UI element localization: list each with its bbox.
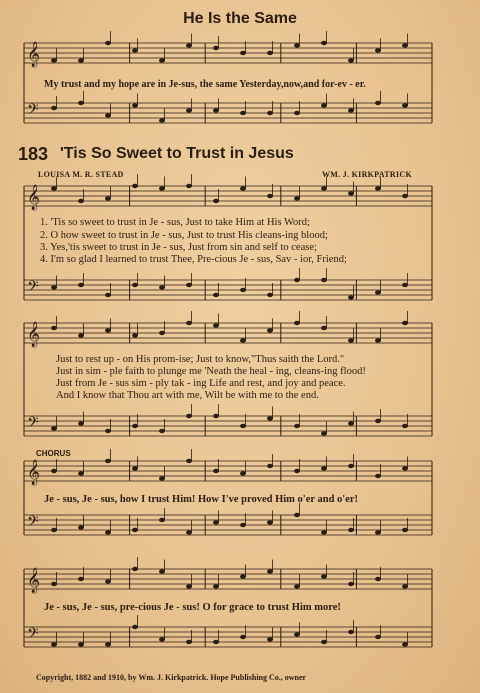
note-head <box>240 111 246 115</box>
note-head <box>240 186 246 190</box>
verse-line: 2. O how sweet to trust in Je - sus, Just to trust His cleans-ing blood; <box>40 230 328 241</box>
note-head <box>186 108 192 112</box>
bass-clef-icon: 𝄢 <box>27 513 39 534</box>
note-head <box>105 530 111 534</box>
treble-clef-icon: 𝄞 <box>27 460 41 485</box>
composer-credit: WM. J. KIRKPATRICK <box>322 170 412 179</box>
note-head <box>375 186 381 190</box>
note-head <box>78 58 84 62</box>
note-head <box>375 101 381 105</box>
note-head <box>402 424 408 428</box>
treble-staff <box>24 43 432 63</box>
note-head <box>375 474 381 478</box>
hymn-title-he-is-the-same: He Is the Same <box>183 10 297 27</box>
note-head <box>105 429 111 433</box>
note-head <box>78 199 84 203</box>
note-head <box>186 640 192 644</box>
note-head <box>240 51 246 55</box>
note-head <box>375 338 381 342</box>
note-head <box>240 574 246 578</box>
note-head <box>348 528 354 532</box>
treble-staff <box>24 186 432 206</box>
note-head <box>105 113 111 117</box>
note-head <box>402 103 408 107</box>
note-head <box>375 635 381 639</box>
note-head <box>132 424 138 428</box>
note-head <box>51 469 57 473</box>
note-head <box>159 331 165 335</box>
chorus-label: CHORUS <box>36 449 71 458</box>
note-head <box>240 424 246 428</box>
note-head <box>159 118 165 122</box>
note-head <box>159 186 165 190</box>
note-head <box>321 431 327 435</box>
note-head <box>213 46 219 50</box>
note-head <box>348 464 354 468</box>
note-head <box>240 288 246 292</box>
note-head <box>78 333 84 337</box>
treble-staff <box>24 569 432 589</box>
note-head <box>294 632 300 636</box>
note-head <box>105 459 111 463</box>
copyright-notice: Copyright, 1882 and 1910, by Wm. J. Kirkpatrick. Hope Publishing Co., owner <box>36 673 307 682</box>
note-head <box>51 582 57 586</box>
note-head <box>267 51 273 55</box>
note-head <box>105 293 111 297</box>
note-head <box>402 321 408 325</box>
note-head <box>240 635 246 639</box>
note-head <box>132 283 138 287</box>
bass-staff <box>24 515 432 535</box>
note-head <box>105 642 111 646</box>
note-head <box>348 421 354 425</box>
note-head <box>51 642 57 646</box>
note-head <box>348 630 354 634</box>
note-head <box>51 106 57 110</box>
note-head <box>78 577 84 581</box>
note-head <box>51 426 57 430</box>
note-head <box>240 338 246 342</box>
note-head <box>375 577 381 581</box>
note-head <box>321 186 327 190</box>
note-head <box>294 196 300 200</box>
note-head <box>321 640 327 644</box>
verse-line: 4. I'm so glad I learned to trust Thee, Pre-cious Je - sus, Sav - ior, Friend; <box>40 254 347 265</box>
note-head <box>186 321 192 325</box>
note-head <box>267 464 273 468</box>
note-head <box>51 528 57 532</box>
note-head <box>348 108 354 112</box>
note-head <box>375 290 381 294</box>
bass-clef-icon: 𝄢 <box>27 101 39 122</box>
note-head <box>348 191 354 195</box>
note-head <box>159 637 165 641</box>
note-head <box>78 471 84 475</box>
note-head <box>132 528 138 532</box>
note-head <box>186 459 192 463</box>
bass-clef-icon: 𝄢 <box>27 625 39 646</box>
note-head <box>186 184 192 188</box>
note-head <box>213 520 219 524</box>
note-head <box>321 466 327 470</box>
note-head <box>267 637 273 641</box>
treble-clef-icon: 𝄞 <box>27 42 41 67</box>
treble-staff <box>24 323 432 343</box>
note-head <box>267 293 273 297</box>
note-head <box>267 328 273 332</box>
bass-staff <box>24 416 432 436</box>
note-head <box>132 103 138 107</box>
note-head <box>159 285 165 289</box>
verse-line: 3. Yes,'tis sweet to trust in Je - sus, Just from sin and self to cease; <box>40 242 317 253</box>
note-head <box>159 569 165 573</box>
note-head <box>132 567 138 571</box>
note-head <box>105 579 111 583</box>
verse-line: Just in sim - ple faith to plunge me 'Neath the heal - ing, cleans-ing flood! <box>56 366 366 377</box>
note-head <box>159 518 165 522</box>
note-head <box>51 326 57 330</box>
chorus-lyric-line: Je - sus, Je - sus, pre-cious Je - sus! O for grace to trust Him more! <box>44 602 341 613</box>
verse-line: Just from Je - sus sim - ply tak - ing Life and rest, and joy and peace. <box>56 378 346 389</box>
note-head <box>402 194 408 198</box>
note-head <box>375 530 381 534</box>
note-head <box>51 58 57 62</box>
note-head <box>213 584 219 588</box>
note-head <box>240 471 246 475</box>
note-head <box>213 414 219 418</box>
note-head <box>240 523 246 527</box>
note-head <box>213 293 219 297</box>
note-head <box>402 584 408 588</box>
note-head <box>402 642 408 646</box>
note-head <box>159 476 165 480</box>
verse-line: Just to rest up - on His prom-ise; Just to know,"Thus saith the Lord." <box>56 354 345 365</box>
note-head <box>213 469 219 473</box>
note-head <box>375 419 381 423</box>
note-head <box>105 328 111 332</box>
note-head <box>78 421 84 425</box>
note-head <box>132 333 138 337</box>
bass-clef-icon: 𝄢 <box>27 278 39 299</box>
note-head <box>321 278 327 282</box>
bass-clef-icon: 𝄢 <box>27 414 39 435</box>
note-head <box>321 574 327 578</box>
note-head <box>132 466 138 470</box>
note-head <box>375 48 381 52</box>
note-head <box>402 43 408 47</box>
note-head <box>267 416 273 420</box>
verse-line: And I know that Thou art with me, Wilt be with me to the end. <box>56 390 319 401</box>
note-head <box>213 199 219 203</box>
note-head <box>402 283 408 287</box>
lyric-line: My trust and my hope are in Je-sus, the same Yesterday,now,and for-ev - er. <box>44 79 366 90</box>
note-head <box>294 424 300 428</box>
note-head <box>402 528 408 532</box>
note-head <box>294 513 300 517</box>
note-head <box>78 525 84 529</box>
treble-clef-icon: 𝄞 <box>27 185 41 210</box>
note-head <box>78 101 84 105</box>
note-head <box>186 584 192 588</box>
treble-clef-icon: 𝄞 <box>27 568 41 593</box>
bass-staff <box>24 627 432 647</box>
note-head <box>348 582 354 586</box>
note-head <box>132 48 138 52</box>
note-head <box>132 625 138 629</box>
note-head <box>321 103 327 107</box>
note-head <box>294 111 300 115</box>
note-head <box>105 196 111 200</box>
bass-staff <box>24 103 432 123</box>
note-head <box>78 642 84 646</box>
note-head <box>294 43 300 47</box>
verse-line: 1. 'Tis so sweet to trust in Je - sus, Just to take Him at His Word; <box>40 217 310 228</box>
note-head <box>213 640 219 644</box>
note-head <box>51 186 57 190</box>
note-head <box>402 466 408 470</box>
note-head <box>186 530 192 534</box>
treble-clef-icon: 𝄞 <box>27 322 41 347</box>
note-head <box>159 429 165 433</box>
bass-staff <box>24 280 432 300</box>
note-head <box>213 108 219 112</box>
note-head <box>267 194 273 198</box>
note-head <box>186 283 192 287</box>
note-head <box>321 326 327 330</box>
note-head <box>267 569 273 573</box>
note-head <box>267 111 273 115</box>
note-head <box>294 278 300 282</box>
note-head <box>321 41 327 45</box>
note-head <box>213 323 219 327</box>
hymn-title: 'Tis So Sweet to Trust in Jesus <box>60 145 294 162</box>
note-head <box>348 338 354 342</box>
note-head <box>294 469 300 473</box>
note-head <box>321 530 327 534</box>
note-head <box>267 520 273 524</box>
note-head <box>78 283 84 287</box>
note-head <box>186 414 192 418</box>
note-head <box>186 43 192 47</box>
note-head <box>51 285 57 289</box>
chorus-lyric-line: Je - sus, Je - sus, how I trust Him! How I've proved Him o'er and o'er! <box>44 494 359 505</box>
note-head <box>294 584 300 588</box>
note-head <box>348 295 354 299</box>
note-head <box>348 58 354 62</box>
note-head <box>294 321 300 325</box>
lyricist-credit: LOUISA M. R. STEAD <box>38 170 124 179</box>
note-head <box>159 58 165 62</box>
note-head <box>132 184 138 188</box>
treble-staff <box>24 461 432 481</box>
hymn-number: 183 <box>18 144 49 164</box>
note-head <box>105 41 111 45</box>
